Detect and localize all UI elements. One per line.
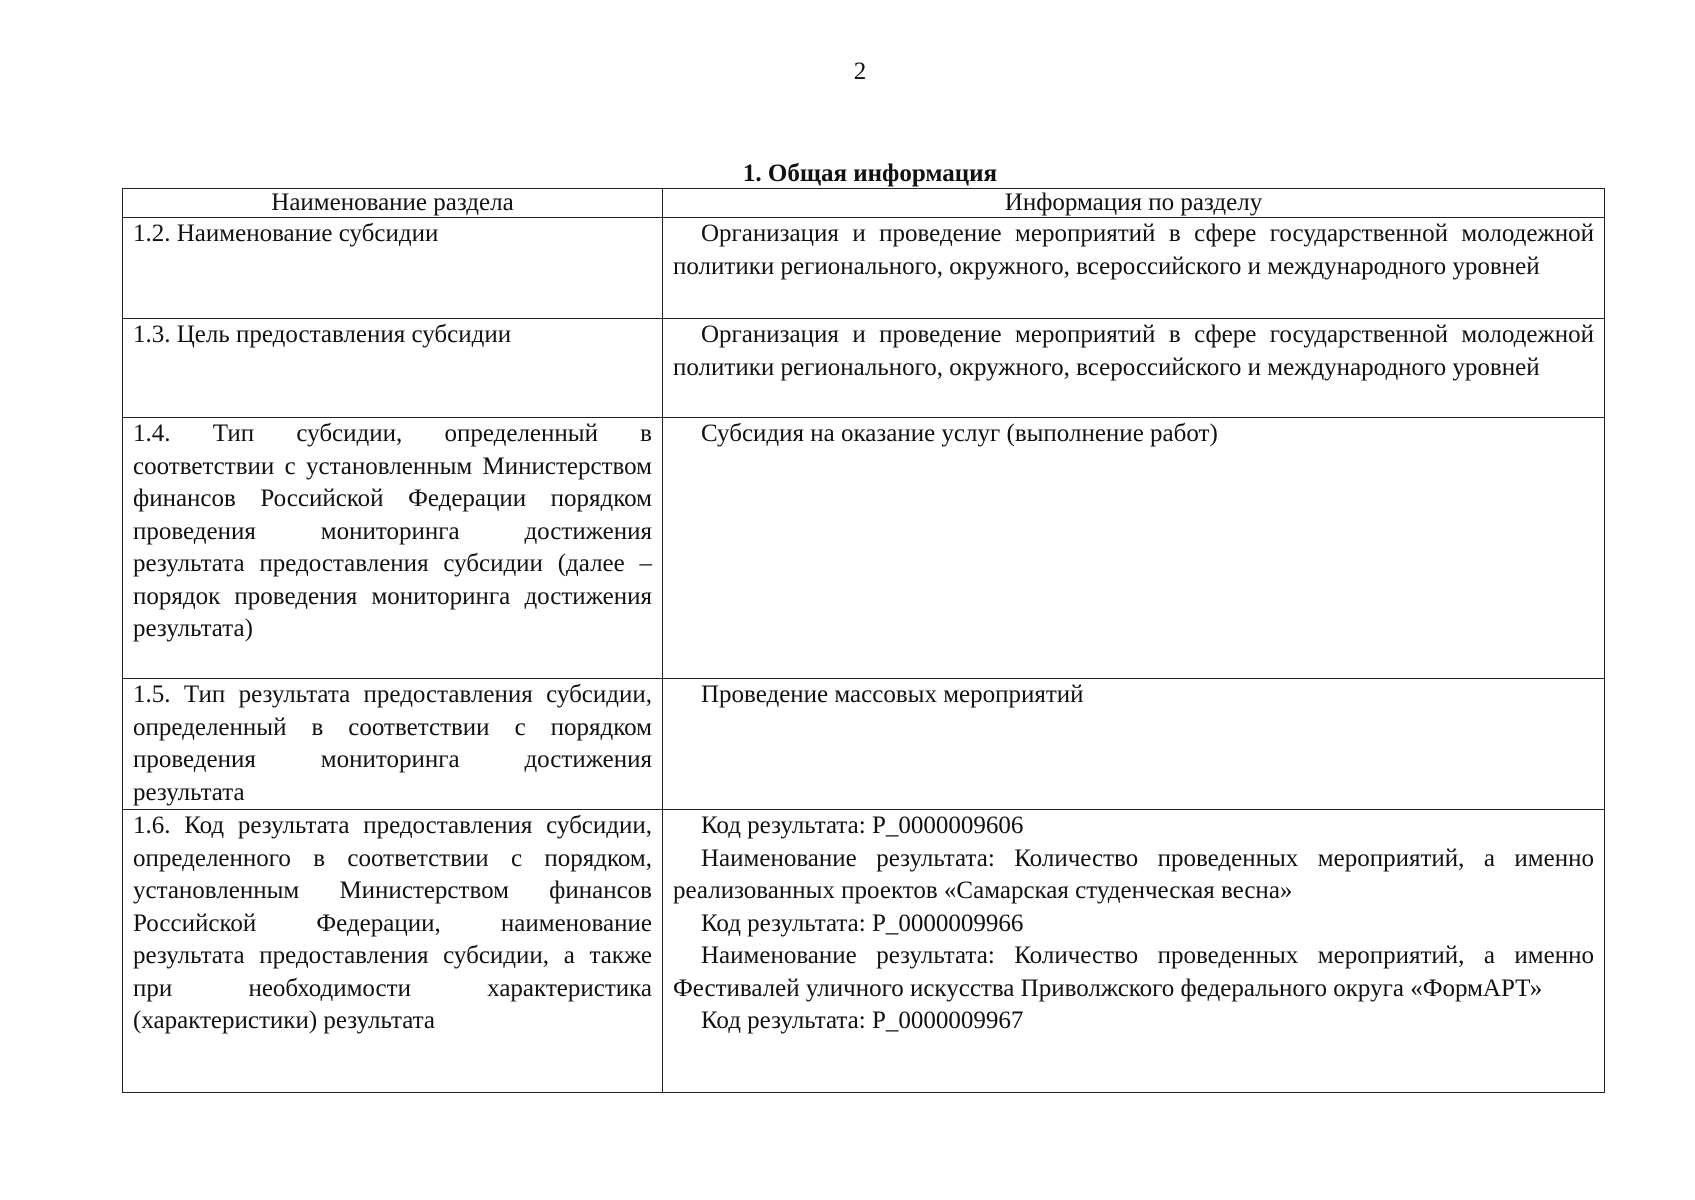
table-row [123,679,1605,810]
page-number: 2 [853,58,867,85]
info-paragraph: Код результата: P_0000009967 [701,1007,1024,1034]
table-row [123,218,1605,319]
general-info-table [122,188,1605,1093]
section-name-cell: 1.3. Цель предоставления субсидии [123,319,663,418]
info-paragraph: Наименование результата: Количество проведенных мероприятий, а именно реализованных проектов «Самарская студенческая весна» [673,844,1594,904]
section-info-cell [663,810,1605,1093]
table-header-row [123,189,1605,218]
section-info-cell [663,319,1605,418]
info-paragraph: Организация и проведение мероприятий в сфере государственной молодежной политики регионального, окружного, всероссийского и международного уровней [673,220,1594,280]
table-row [123,418,1605,679]
info-paragraph: Код результата: P_0000009966 [701,909,1024,937]
table-row [123,810,1605,1093]
section-name-cell: 1.6. Код результата предоставления субсидии, определенного в соответствии с порядком, установленным Министерством финансов Российской Федерации, наименование результата предоставления субсидии, а также при необходимости характеристика (характеристики) результата [123,810,663,1093]
section-name-cell: 1.2. Наименование субсидии [123,218,663,319]
info-paragraph: Субсидия на оказание услуг (выполнение работ) [701,420,1218,447]
header-section-info: Информация по разделу [663,189,1605,218]
table-row [123,319,1605,418]
header-section-name: Наименование раздела [123,189,663,218]
section-info-cell [663,218,1605,319]
section-info-cell [663,418,1605,679]
info-paragraph: Проведение массовых мероприятий [701,681,1084,708]
section-info-cell [663,679,1605,810]
info-paragraph: Код результата: P_0000009606 [701,812,1024,839]
section-name-cell: 1.5. Тип результата предоставления субсидии, определенный в соответствии с порядком проведения мониторинга достижения результата [123,679,663,810]
section-name-cell: 1.4. Тип субсидии, определенный в соответствии с установленным Министерством финансов Российской Федерации порядком проведения мониторинга достижения результата предоставления субсидии (далее – порядок проведения мониторинга достижения результата) [123,418,663,679]
section-title: 1. Общая информация [742,160,998,187]
info-paragraph: Организация и проведение мероприятий в сфере государственной молодежной политики регионального, окружного, всероссийского и международного уровней [673,321,1594,381]
info-paragraph: Наименование результата: Количество проведенных мероприятий, а именно Фестивалей уличного искусства Приволжского федерального округа «ФормАРТ» [673,942,1594,1002]
